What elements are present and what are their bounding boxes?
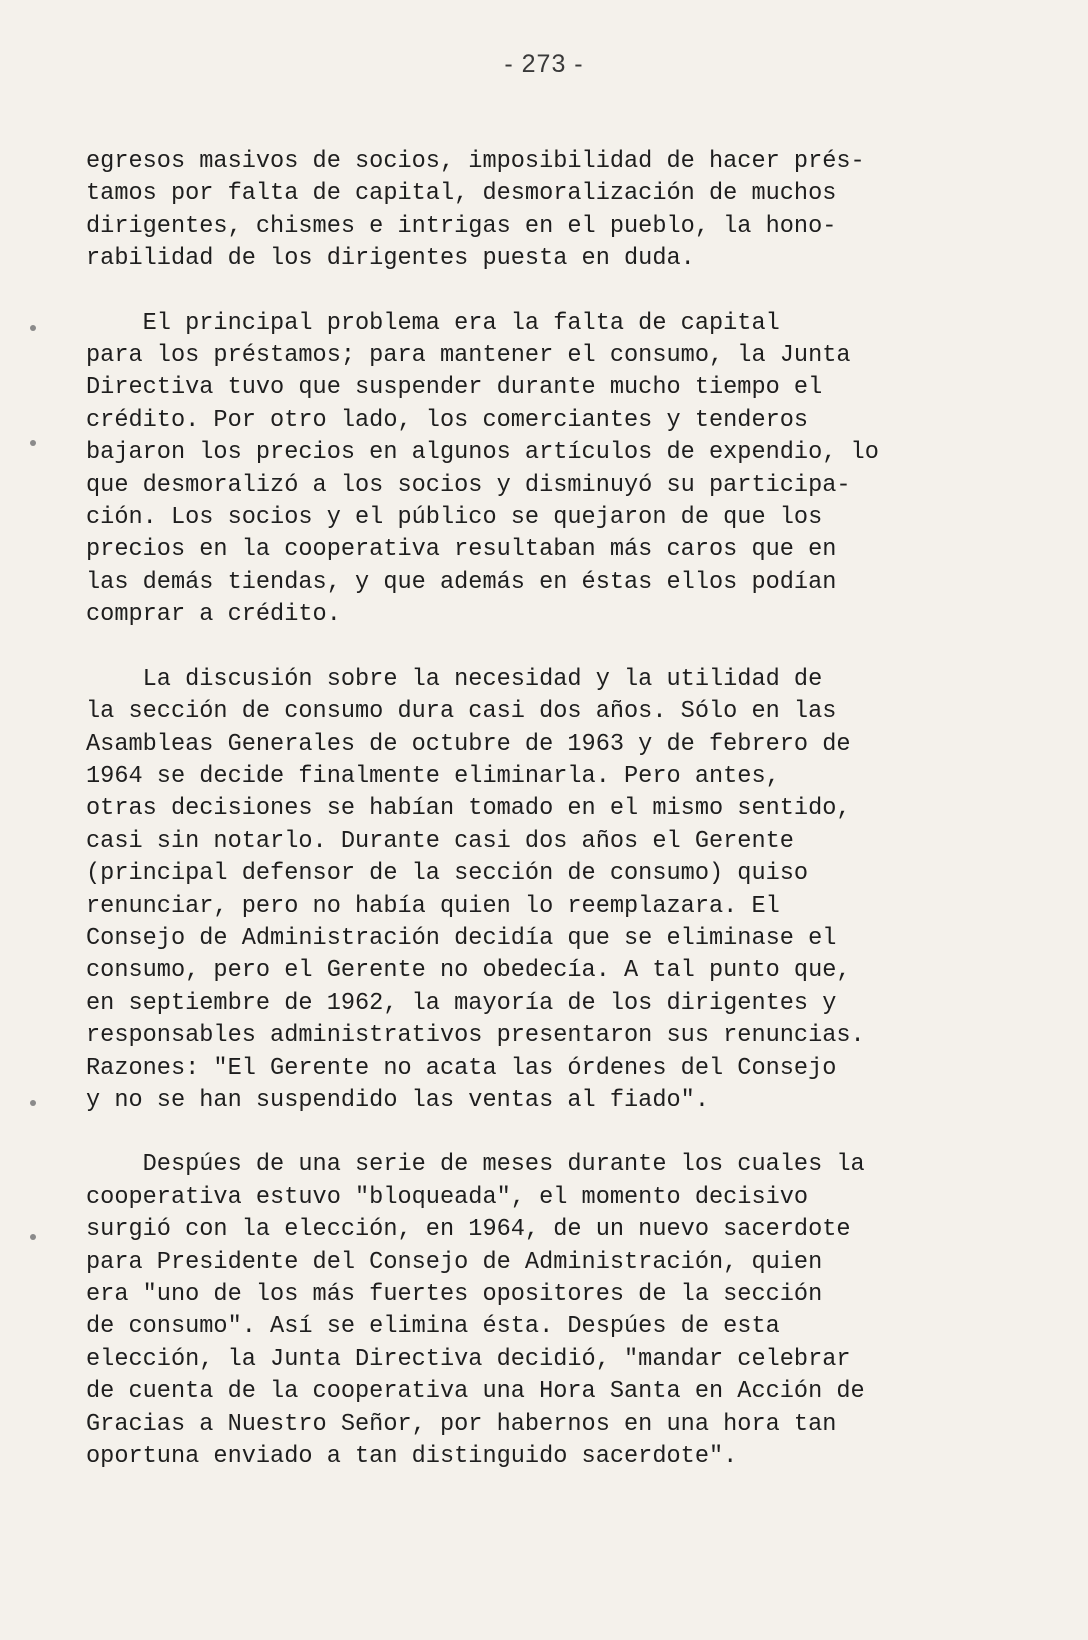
margin-mark [30, 325, 36, 331]
text-line: elección, la Junta Directiva decidió, "mandar celebrar [86, 1345, 851, 1373]
text-line: para los préstamos; para mantener el consumo, la Junta [86, 342, 851, 370]
paragraph-1 [86, 146, 1046, 276]
text-line: dirigentes, chismes e intrigas en el pueblo, la hono- [86, 212, 837, 240]
text-line: ción. Los socios y el público se quejaron de que los [86, 504, 823, 532]
paragraph-3 [86, 664, 1046, 1118]
text-line: era "uno de los más fuertes opositores de la sección [86, 1281, 823, 1308]
text-line: Gracias a Nuestro Señor, por habernos en una hora tan [86, 1410, 837, 1438]
text-line: El principal problema era la falta de capital [86, 309, 780, 337]
page-number: - 273 - [504, 50, 584, 78]
text-line: comprar a crédito. [86, 601, 341, 629]
text-line: Despúes de una serie de meses durante los cuales la [86, 1151, 865, 1179]
text-line: 1964 se decide finalmente eliminarla. Pero antes, [86, 762, 780, 790]
text-line: La discusión sobre la necesidad y la utilidad de [86, 665, 823, 693]
text-line: casi sin notarlo. Durante casi dos años el Gerente [86, 827, 794, 855]
text-line: responsables administrativos presentaron sus renuncias. [86, 1022, 865, 1050]
text-line: Razones: "El Gerente no acata las órdenes del Consejo [86, 1054, 837, 1082]
text-line: egresos masivos de socios, imposibilidad de hacer prés- [86, 148, 865, 175]
text-line: Asambleas Generales de octubre de 1963 y de febrero de [86, 730, 851, 758]
margin-mark [30, 1234, 36, 1240]
text-line: que desmoralizó a los socios y disminuyó su participa- [86, 471, 851, 499]
text-line: crédito. Por otro lado, los comerciantes y tenderos [86, 406, 809, 434]
text-line: renunciar, pero no había quien lo reemplazara. El [86, 892, 780, 920]
text-line: Directiva tuvo que suspender durante mucho tiempo el [86, 374, 823, 402]
margin-mark [30, 1100, 36, 1106]
body-text [86, 146, 1046, 1505]
margin-mark [30, 440, 36, 446]
text-line: consumo, pero el Gerente no obedecía. A tal punto que, [86, 957, 851, 985]
paragraph-2 [86, 308, 1046, 632]
text-line: de cuenta de la cooperativa una Hora Santa en Acción de [86, 1378, 865, 1406]
text-line: de consumo". Así se elimina ésta. Despúes de esta [86, 1313, 780, 1341]
text-line: otras decisiones se habían tomado en el mismo sentido, [86, 795, 851, 823]
text-line: la sección de consumo dura casi dos años. Sólo en las [86, 698, 837, 726]
text-line: bajaron los precios en algunos artículos de expendio, lo [86, 439, 879, 467]
paragraph-4 [86, 1149, 1046, 1473]
text-line: en septiembre de 1962, la mayoría de los dirigentes y [86, 989, 837, 1017]
text-line: rabilidad de los dirigentes puesta en duda. [86, 245, 695, 273]
text-line: Consejo de Administración decidía que se eliminase el [86, 924, 837, 952]
text-line: cooperativa estuvo "bloqueada", el momento decisivo [86, 1183, 809, 1211]
text-line: (principal defensor de la sección de consumo) quiso [86, 860, 809, 888]
text-line: precios en la cooperativa resultaban más caros que en [86, 536, 837, 564]
text-line: para Presidente del Consejo de Administración, quien [86, 1248, 823, 1276]
text-line: tamos por falta de capital, desmoralización de muchos [86, 180, 837, 208]
text-line: las demás tiendas, y que además en éstas ellos podían [86, 568, 837, 596]
text-line: surgió con la elección, en 1964, de un nuevo sacerdote [86, 1216, 851, 1244]
text-line: y no se han suspendido las ventas al fiado". [86, 1086, 709, 1114]
text-line: oportuna enviado a tan distinguido sacerdote". [86, 1443, 738, 1471]
